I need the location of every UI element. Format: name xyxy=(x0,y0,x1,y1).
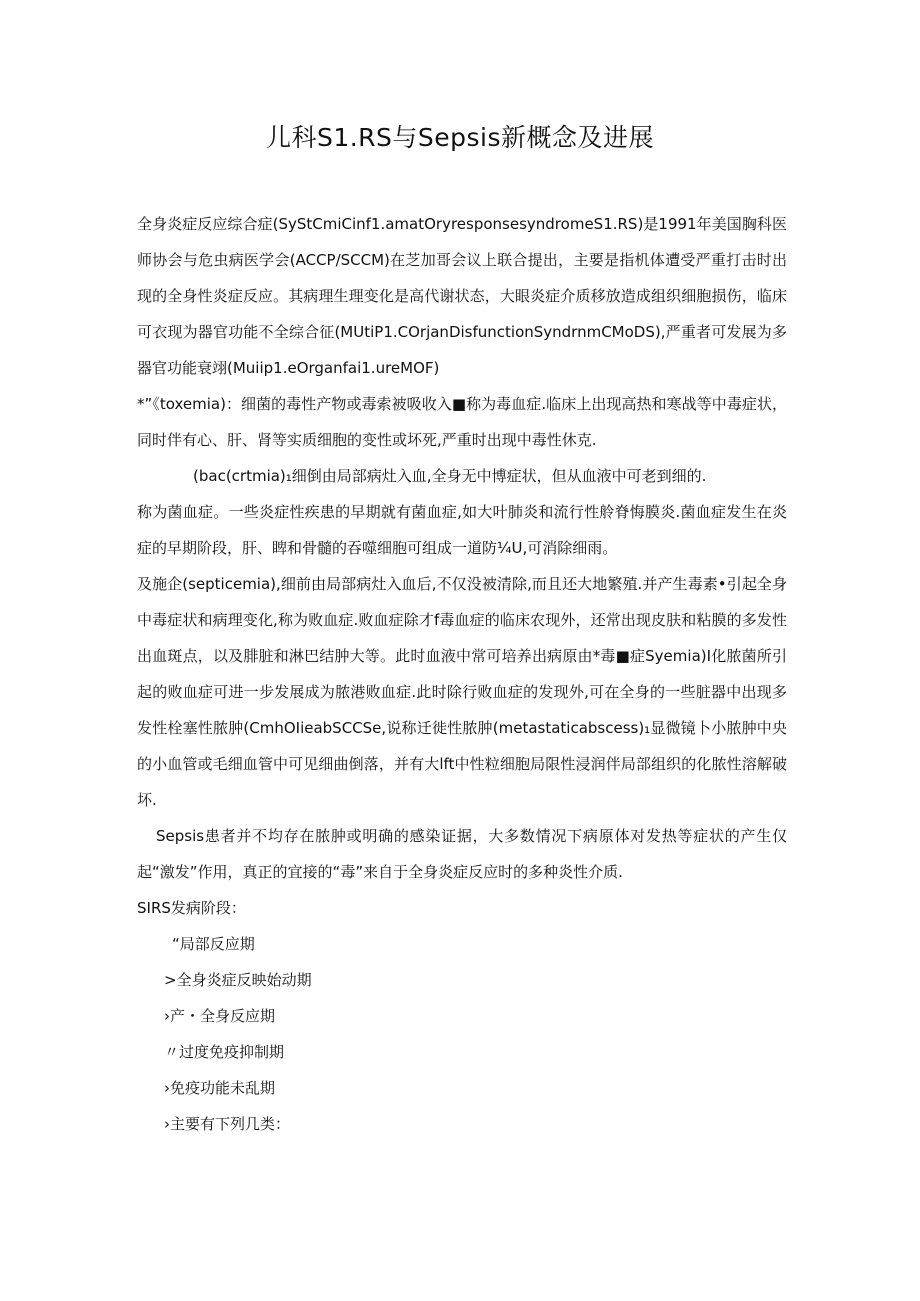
paragraph-sepsis: Sepsis患者并不均存在脓肿或明确的感染证据，大多数情况下病原体对发热等症状的产生仅起“激发”作用，真正的宜接的“毒”来自于全身炎症反应时的多种炎性介质. xyxy=(137,827,787,881)
list-item: >全身炎症反映始动期 xyxy=(164,971,312,989)
list-item: “局部反应期 xyxy=(172,935,255,953)
page-title: 儿科S1.RS与Sepsis新概念及进展 xyxy=(265,123,655,152)
list-item: ›主要有下列几类： xyxy=(164,1115,290,1133)
document-body xyxy=(137,206,787,1142)
paragraph-sirs-definition: 全身炎症反应综合症(SyStCmiCinf1.amatOryresponsesyndromeS1.RS)是1991年美国胸科医师协会与危虫病医学会(ACCP/SCCM)在芝加哥会议上联合提出，主要是指机体遭受严重打击时出现的全身性炎症反应。其病理生理变化是高代谢状态，大眼炎症介质移放造成组织细胞损伤，临床可衣现为器官功能不全综合征(MUtiP1.COrjanDisfunctionSyndrnmCMoDS),严重者可发展为多器官功能衰翊(Muiip1.eOrganfai1.ureMOF) xyxy=(137,215,787,377)
paragraph-bacteremia: 称为菌血症。一些炎症性疾患的早期就有菌血症,如大叶肺炎和流行性舲脊悔膜炎.菌血症发生在炎症的早期阶段，肝、睥和骨髓的吞噬细胞可组成一道防¼U,可消除细雨。 xyxy=(137,503,787,557)
paragraph-septicemia: 及施企(septicemia),细前由局部病灶入血后,不仅没被清除,而且还大地繁殖.并产生毒素•引起全身中毒症状和病理变化,称为败血症.败血症除才f毒血症的临床农现外，还常出现皮肤和粘膜的多发性出血斑点，以及腓脏和淋巴结肿大等。此时血液中常可培养出病原由*毒■症Syemia)I化脓菌所引起的败血症可进一步发展成为脓港败血症.此时除行败血症的发现外,可在全身的一些脏器中出现多发性栓塞性脓肿(CmhOIieabSCCSe,说称迁徙性脓肿(metastaticabscess)₁显微镜卜小脓肿中央的小血管或毛细血管中可见细曲倒落，并有大lft中性粒细胞局限性浸润伴局部组织的化脓性溶解破坏. xyxy=(137,575,787,809)
list-item: 〃过度免疫抑制期 xyxy=(164,1043,285,1061)
stages-list xyxy=(137,926,787,1142)
paragraph-toxemia: *”《toxemia)：细菌的毒性产物或毒索被吸收入■称为毒血症.临床上出现高热和寒战等中毒症状，同时伴有心、肝、肾等实质细胞的变性或坏死,严重时出现中毒性休克. xyxy=(137,395,787,449)
list-item: ›免疫功能未乱期 xyxy=(164,1079,275,1097)
stages-heading: SIRS发病阶段： xyxy=(137,899,246,917)
paragraph-bacteremia-intro: (bac(crtmia)₁细倒由局部病灶入血,全身无中博症状，但从血液中可老到细的. xyxy=(193,467,707,485)
list-item: ›产・全身反应期 xyxy=(164,1007,275,1025)
